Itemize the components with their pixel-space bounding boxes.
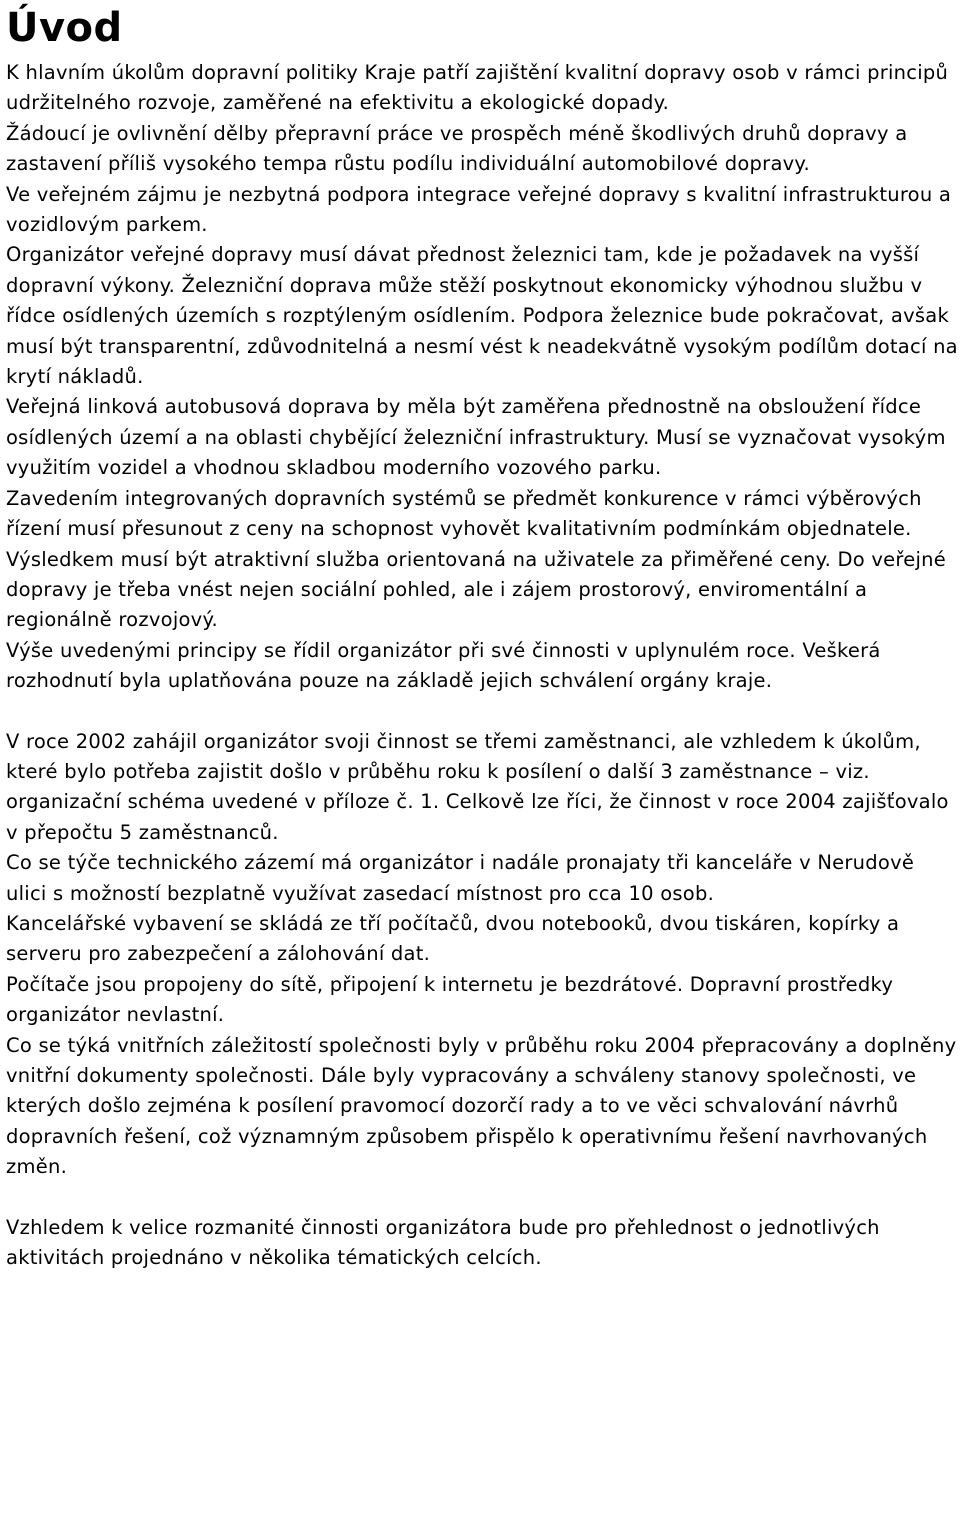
section-principles (6, 58, 958, 697)
paragraph: Zavedením integrovaných dopravních systémů se předmět konkurence v rámci výběrových řízení musí přesunout z ceny na schopnost vyhovět kvalitativním podmínkám objednatele. (6, 486, 922, 541)
paragraph-spacer (6, 1183, 958, 1213)
paragraph: Vzhledem k velice rozmanité činnosti organizátora bude pro přehlednost o jednotlivých aktivitách projednáno v několika tématických celcích. (6, 1215, 880, 1270)
paragraph: Žádoucí je ovlivnění dělby přepravní práce ve prospěch méně škodlivých druhů dopravy a zastavení příliš vysokého tempa růstu podílu individuální automobilové dopravy. (6, 121, 908, 176)
section-organization (6, 727, 958, 1183)
paragraph: V roce 2002 zahájil organizátor svoji činnost se třemi zaměstnanci, ale vzhledem k úkolům, které bylo potřeba zajistit došlo v průběhu roku k posílení o další 3 zaměstnance – viz. organizační schéma uvedené v příloze č. 1. Celkově lze říci, že činnost v roce 2004 zajišťovalo v přepočtu 5 zaměstnanců. (6, 729, 949, 844)
document-body (6, 58, 958, 1273)
paragraph: Kancelářské vybavení se skládá ze tří počítačů, dvou notebooků, dvou tiskáren, kopírky a serveru pro zabezpečení a zálohování dat. (6, 911, 900, 966)
paragraph: Co se týká vnitřních záležitostí společnosti byly v průběhu roku 2004 přepracovány a doplněny vnitřní dokumenty společnosti. Dále byly vypracovány a schváleny stanovy společnosti, ve kterých došlo zejména k posílení pravomocí dozorčí rady a to ve věci schvalování návrhů dopravních řešení, což významným způsobem přispělo k operativnímu řešení navrhovaných změn. (6, 1033, 957, 1179)
paragraph: Veřejná linková autobusová doprava by měla být zaměřena přednostně na obsloužení řídce osídlených území a na oblasti chybějící železniční infrastruktury. Musí se vyznačovat vysokým využitím vozidel a vhodnou skladbou moderního vozového parku. (6, 395, 946, 480)
paragraph: Výše uvedenými principy se řídil organizátor při své činnosti v uplynulém roce. Veškerá rozhodnutí byla uplatňována pouze na základě jejich schválení orgány kraje. (6, 638, 881, 693)
paragraph: Organizátor veřejné dopravy musí dávat přednost železnici tam, kde je požadavek na vyšší dopravní výkony. Železniční doprava může stěží poskytnout ekonomicky výhodnou službu v řídce osídlených územích s rozptýleným osídlením. Podpora železnice bude pokračovat, avšak musí být transparentní, zdůvodnitelná a nesmí vést k neadekvátně vysokým podílům dotací na krytí nákladů. (6, 243, 958, 389)
page-title: Úvod (6, 5, 123, 51)
paragraph: Počítače jsou propojeny do sítě, připojení k internetu je bezdrátové. Dopravní prostředky organizátor nevlastní. (6, 972, 894, 1027)
paragraph-spacer (6, 697, 958, 727)
paragraph: Ve veřejném zájmu je nezbytná podpora integrace veřejné dopravy s kvalitní infrastrukturou a vozidlovým parkem. (6, 182, 952, 237)
paragraph: Co se týče technického zázemí má organizátor i nadále pronajaty tři kanceláře v Nerudově ulici s možností bezplatně využívat zasedací místnost pro cca 10 osob. (6, 851, 915, 905)
paragraph: Výsledkem musí být atraktivní služba orientovaná na uživatele za přiměřené ceny. Do veřejné dopravy je třeba vnést nejen sociální pohled, ale i zájem prostorový, enviromentální a regionálně rozvojový. (6, 547, 947, 632)
section-closing (6, 1213, 958, 1274)
paragraph: K hlavním úkolům dopravní politiky Kraje patří zajištění kvalitní dopravy osob v rámci principů udržitelného rozvoje, zaměřené na efektivitu a ekologické dopady. (6, 61, 949, 115)
